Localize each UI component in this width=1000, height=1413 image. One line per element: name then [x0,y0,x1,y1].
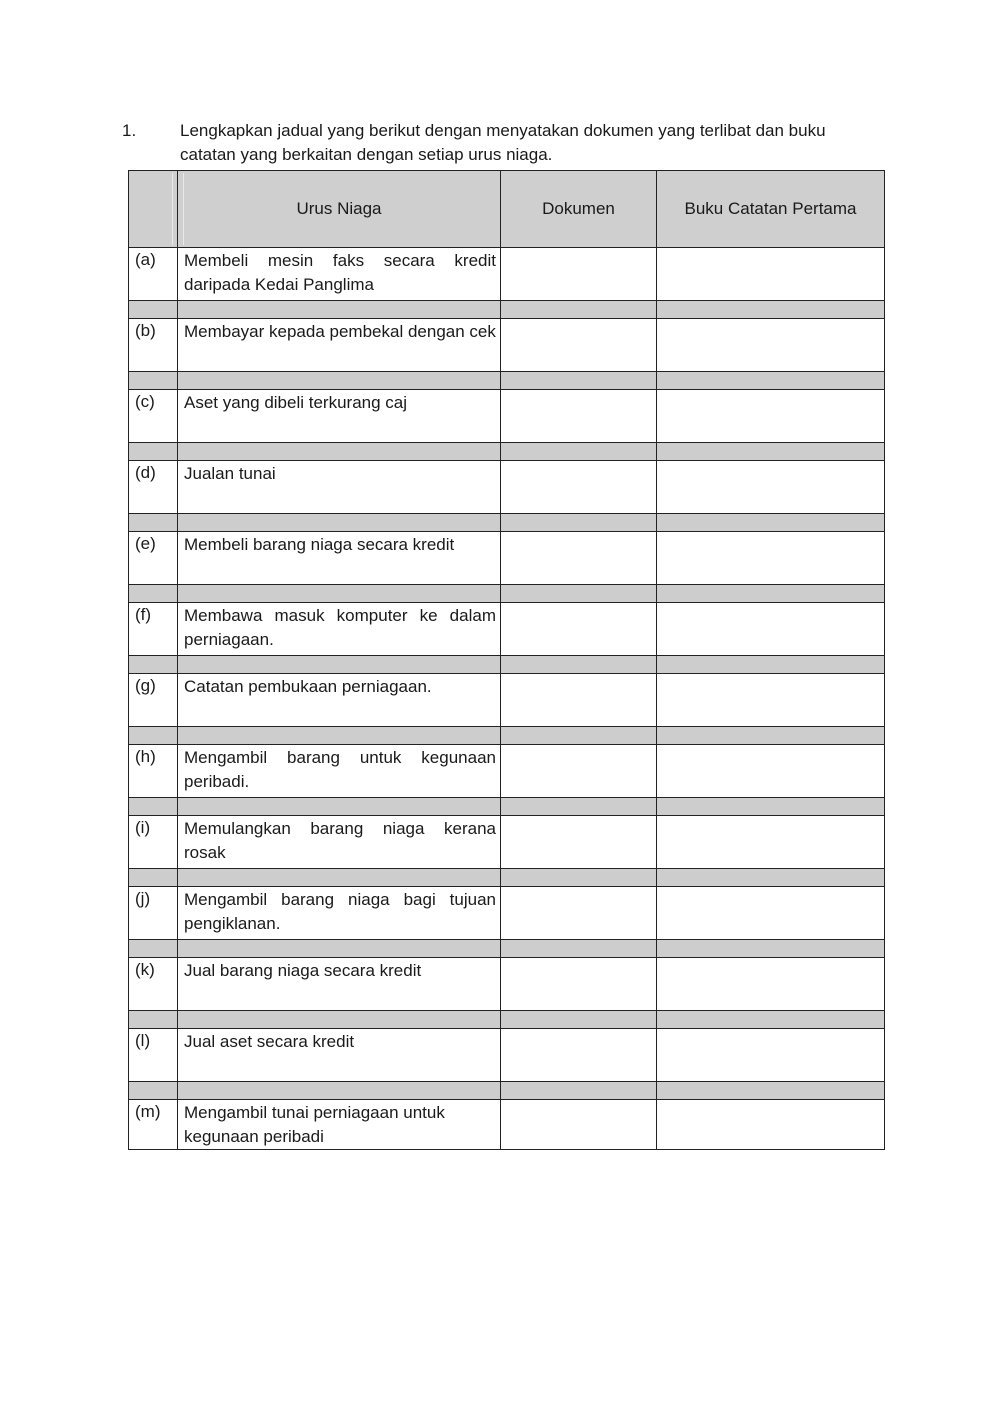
dokumen-answer-cell[interactable] [501,1029,657,1082]
separator-cell [178,1011,501,1029]
separator-cell [129,372,178,390]
separator-cell [657,940,885,958]
header-buku-catatan-pertama: Buku Catatan Pertama [657,171,885,248]
question-number: 1. [122,121,137,140]
table-row [129,390,885,443]
separator-cell [657,514,885,532]
buku-catatan-answer-cell[interactable] [657,461,885,514]
buku-catatan-answer-cell[interactable] [657,532,885,585]
separator-row [129,940,885,958]
separator-cell [178,585,501,603]
row-label: (e) [129,532,178,585]
buku-catatan-answer-cell[interactable] [657,248,885,301]
dokumen-answer-cell[interactable] [501,745,657,798]
table-header-row [129,171,885,248]
separator-row [129,585,885,603]
table-row [129,1100,885,1150]
separator-cell [129,727,178,745]
table-row [129,745,885,798]
dokumen-answer-cell[interactable] [501,319,657,372]
header-urus-niaga: Urus Niaga [178,171,501,248]
separator-cell [178,869,501,887]
separator-cell [129,869,178,887]
transaction-description: Mengambil tunai perniagaan untuk kegunaan peribadi [178,1100,501,1150]
dokumen-answer-cell[interactable] [501,958,657,1011]
separator-cell [129,443,178,461]
separator-cell [501,1011,657,1029]
row-label: (c) [129,390,178,443]
buku-catatan-answer-cell[interactable] [657,390,885,443]
row-label: (m) [129,1100,178,1150]
table-row [129,887,885,940]
separator-cell [129,798,178,816]
row-label: (h) [129,745,178,798]
separator-row [129,514,885,532]
separator-row [129,372,885,390]
separator-row [129,301,885,319]
table-row [129,319,885,372]
separator-cell [501,372,657,390]
separator-row [129,869,885,887]
separator-cell [129,940,178,958]
transaction-description: Mengambil barang untuk kegunaan peribadi. [178,745,501,798]
separator-cell [657,656,885,674]
table-row [129,532,885,585]
separator-row [129,1082,885,1100]
dokumen-answer-cell[interactable] [501,461,657,514]
dokumen-answer-cell[interactable] [501,816,657,869]
buku-catatan-answer-cell[interactable] [657,958,885,1011]
separator-cell [129,301,178,319]
transaction-description: Membeli barang niaga secara kredit [178,532,501,585]
transaction-description: Memulangkan barang niaga kerana rosak [178,816,501,869]
header-dokumen: Dokumen [501,171,657,248]
transaction-description: Mengambil barang niaga bagi tujuan pengiklanan. [178,887,501,940]
buku-catatan-answer-cell[interactable] [657,1029,885,1082]
separator-cell [501,798,657,816]
separator-cell [178,1082,501,1100]
separator-cell [501,727,657,745]
dokumen-answer-cell[interactable] [501,887,657,940]
separator-cell [178,940,501,958]
dokumen-answer-cell[interactable] [501,1100,657,1150]
separator-cell [657,585,885,603]
separator-cell [501,1082,657,1100]
dokumen-answer-cell[interactable] [501,390,657,443]
separator-row [129,656,885,674]
buku-catatan-answer-cell[interactable] [657,674,885,727]
separator-cell [657,1011,885,1029]
separator-cell [657,372,885,390]
row-label: (j) [129,887,178,940]
separator-cell [657,443,885,461]
row-label: (a) [129,248,178,301]
separator-cell [178,514,501,532]
separator-cell [657,1082,885,1100]
dokumen-answer-cell[interactable] [501,603,657,656]
separator-cell [501,443,657,461]
separator-cell [501,869,657,887]
separator-cell [178,301,501,319]
buku-catatan-answer-cell[interactable] [657,816,885,869]
table-row [129,248,885,301]
buku-catatan-answer-cell[interactable] [657,887,885,940]
dokumen-answer-cell[interactable] [501,532,657,585]
row-label: (l) [129,1029,178,1082]
transaction-description: Jualan tunai [178,461,501,514]
buku-catatan-answer-cell[interactable] [657,319,885,372]
row-label: (b) [129,319,178,372]
table-row [129,674,885,727]
separator-cell [178,443,501,461]
transaction-description: Membawa masuk komputer ke dalam perniagaan. [178,603,501,656]
row-label: (g) [129,674,178,727]
transaction-table [128,170,885,1150]
separator-cell [178,372,501,390]
separator-cell [501,301,657,319]
table-row [129,1029,885,1082]
buku-catatan-answer-cell[interactable] [657,1100,885,1150]
separator-cell [501,656,657,674]
separator-cell [178,727,501,745]
separator-cell [657,301,885,319]
row-label: (d) [129,461,178,514]
separator-cell [129,585,178,603]
dokumen-answer-cell[interactable] [501,248,657,301]
transaction-description: Jual barang niaga secara kredit [178,958,501,1011]
separator-cell [657,798,885,816]
transaction-description: Jual aset secara kredit [178,1029,501,1082]
transaction-description: Catatan pembukaan perniagaan. [178,674,501,727]
separator-cell [129,1011,178,1029]
table-row [129,461,885,514]
separator-cell [657,727,885,745]
row-label: (i) [129,816,178,869]
separator-cell [178,656,501,674]
separator-cell [501,940,657,958]
dokumen-answer-cell[interactable] [501,674,657,727]
separator-row [129,727,885,745]
separator-row [129,798,885,816]
separator-cell [501,585,657,603]
question-text: Lengkapkan jadual yang berikut dengan menyatakan dokumen yang terlibat dan buku catatan yang berkaitan dengan setiap urus niaga. [180,121,826,164]
separator-cell [129,514,178,532]
separator-cell [129,656,178,674]
separator-row [129,1011,885,1029]
table-row [129,816,885,869]
separator-cell [501,514,657,532]
separator-cell [657,869,885,887]
separator-cell [129,1082,178,1100]
buku-catatan-answer-cell[interactable] [657,603,885,656]
header-label-column [129,171,178,248]
transaction-description: Membayar kepada pembekal dengan cek [178,319,501,372]
separator-row [129,443,885,461]
row-label: (f) [129,603,178,656]
transaction-description: Aset yang dibeli terkurang caj [178,390,501,443]
table-row [129,603,885,656]
buku-catatan-answer-cell[interactable] [657,745,885,798]
table-row [129,958,885,1011]
transaction-description: Membeli mesin faks secara kredit daripada Kedai Panglima [178,248,501,301]
row-label: (k) [129,958,178,1011]
separator-cell [178,798,501,816]
